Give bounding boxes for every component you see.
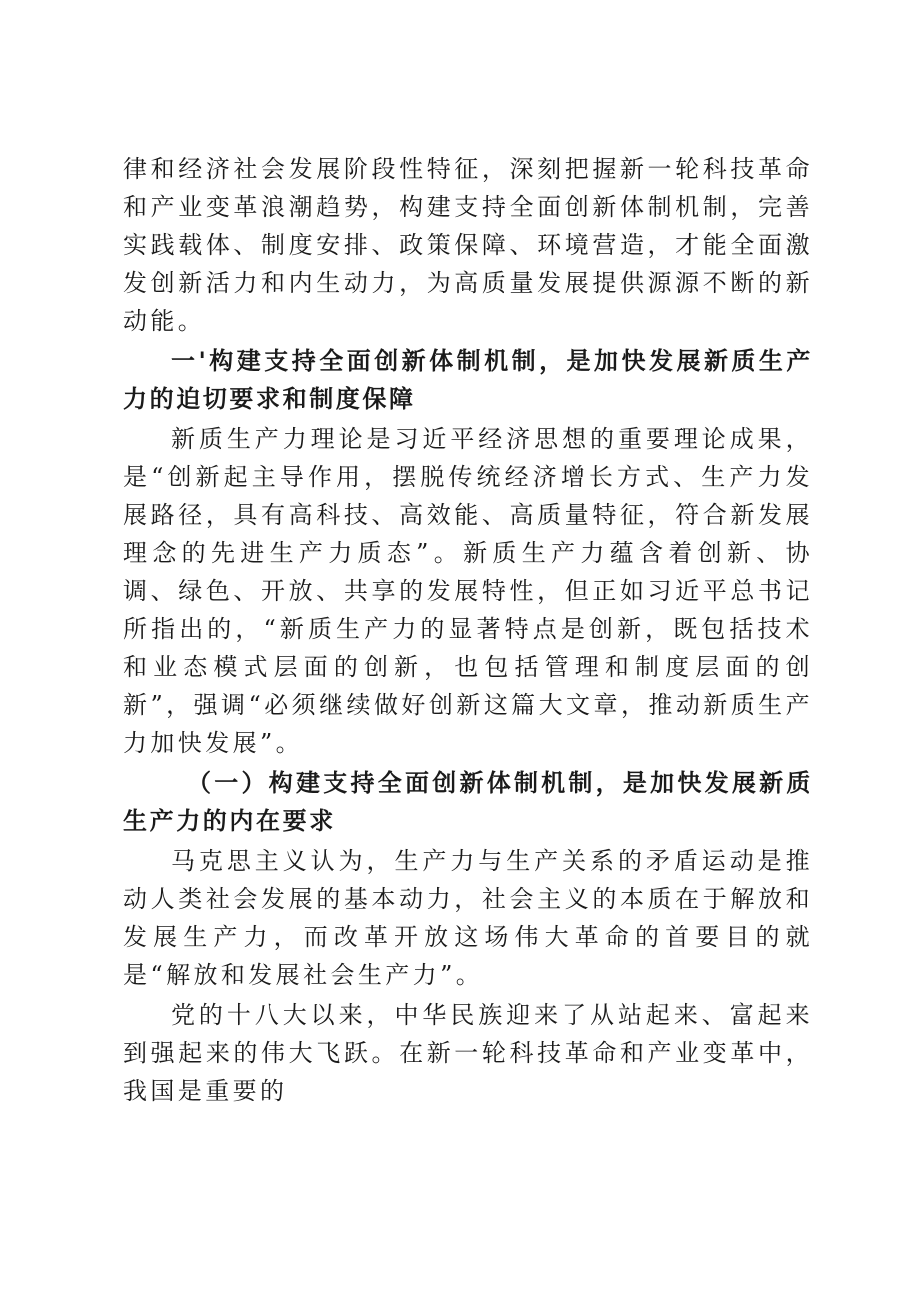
paragraph-marxism: 马克思主义认为，生产力与生产关系的矛盾运动是推动人类社会发展的基本动力，社会主义的本质在于解放和发展生产力，而改革开放这场伟大革命的首要目的就是“解放和发展社会生产力”。 — [123, 847, 813, 989]
section-heading: 一'构建支持全面创新体制机制，是加快发展新质生产力的迫切要求和制度保障 — [123, 347, 813, 413]
subsection-heading: （一）构建支持全面创新体制机制，是加快发展新质生产力的内在要求 — [123, 769, 813, 835]
paragraph-new-productivity-theory: 新质生产力理论是习近平经济思想的重要理论成果，是“创新起主导作用，摆脱传统经济增长方式、生产力发展路径，具有高科技、高效能、高质量特征，符合新发展理念的先进生产力质态”。新质生产力蕴含着创新、协调、绿色、开放、共享的发展特性，但正如习近平总书记所指出的，“新质生产力的显著特点是创新，既包括技术和业态模式层面的创新，也包括管理和制度层面的创新”，强调“必须继续做好创新这篇大文章，推动新质生产力加快发展”。 — [123, 425, 813, 757]
document-body — [123, 150, 813, 1112]
paragraph-since-18th-congress: 党的十八大以来，中华民族迎来了从站起来、富起来到强起来的伟大飞跃。在新一轮科技革命和产业变革中，我国是重要的 — [123, 1001, 813, 1105]
paragraph-continuation: 律和经济社会发展阶段性特征，深刻把握新一轮科技革命和产业变革浪潮趋势，构建支持全面创新体制机制，完善实践载体、制度安排、政策保障、环境营造，才能全面激发创新活力和内生动力，为高质量发展提供源源不断的新动能。 — [123, 155, 813, 335]
